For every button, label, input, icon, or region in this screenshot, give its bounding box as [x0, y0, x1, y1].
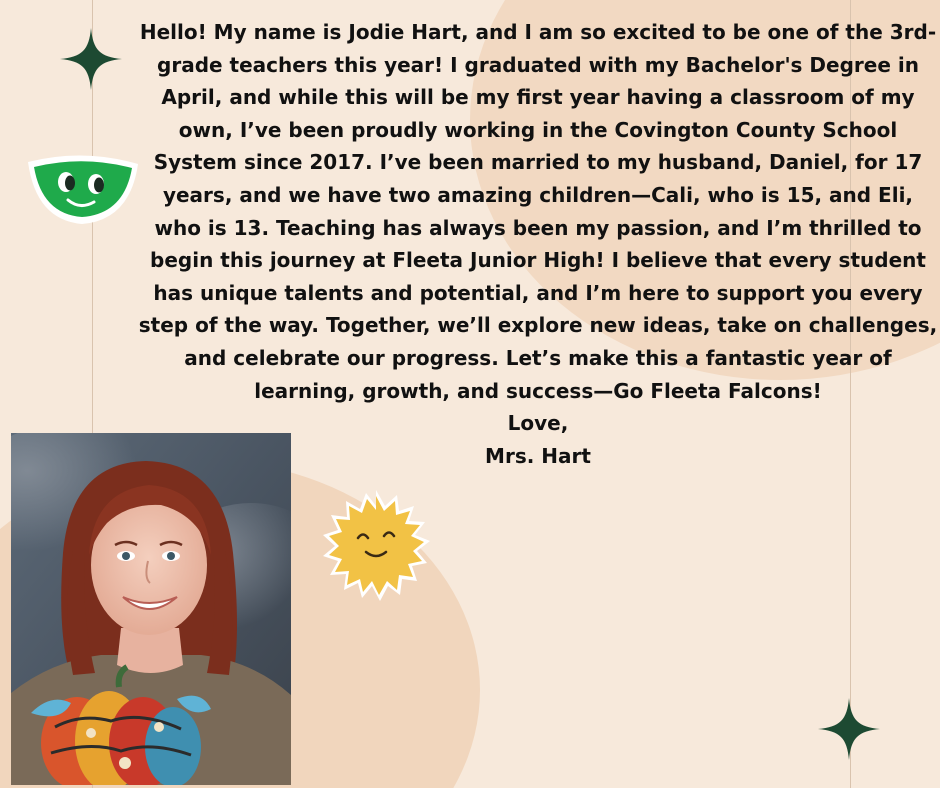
green-smiling-face-icon	[22, 150, 144, 230]
welcome-letter	[138, 16, 938, 472]
letter-body: Hello! My name is Jodie Hart, and I am so excited to be one of the 3rd-grade teachers this year! I graduated with my Bachelor's Degree in April, and while this will be my first year having a classroom of my own, I’ve been proudly working in the Covington County School System since 2017. I’ve been married to my husband, Daniel, for 17 years, and we have two amazing children—Cali, who is 15, and Eli, who is 13. Teaching has always been my passion, and I’m thrilled to begin this journey at Fleeta Junior High! I believe that every student has unique talents and potential, and I’m here to support you every step of the way. Together, we’ll explore new ideas, take on challenges, and celebrate our progress. Let’s make this a fantastic year of learning, growth, and success—Go Fleeta Falcons!	[138, 20, 938, 403]
letter-signature: Mrs. Hart	[485, 443, 591, 468]
sparkle-star-icon	[60, 28, 122, 90]
sparkle-star-icon	[818, 698, 880, 760]
teacher-portrait-photo	[11, 433, 291, 785]
smiling-sun-icon	[318, 488, 434, 604]
letter-closing: Love,	[507, 411, 569, 436]
